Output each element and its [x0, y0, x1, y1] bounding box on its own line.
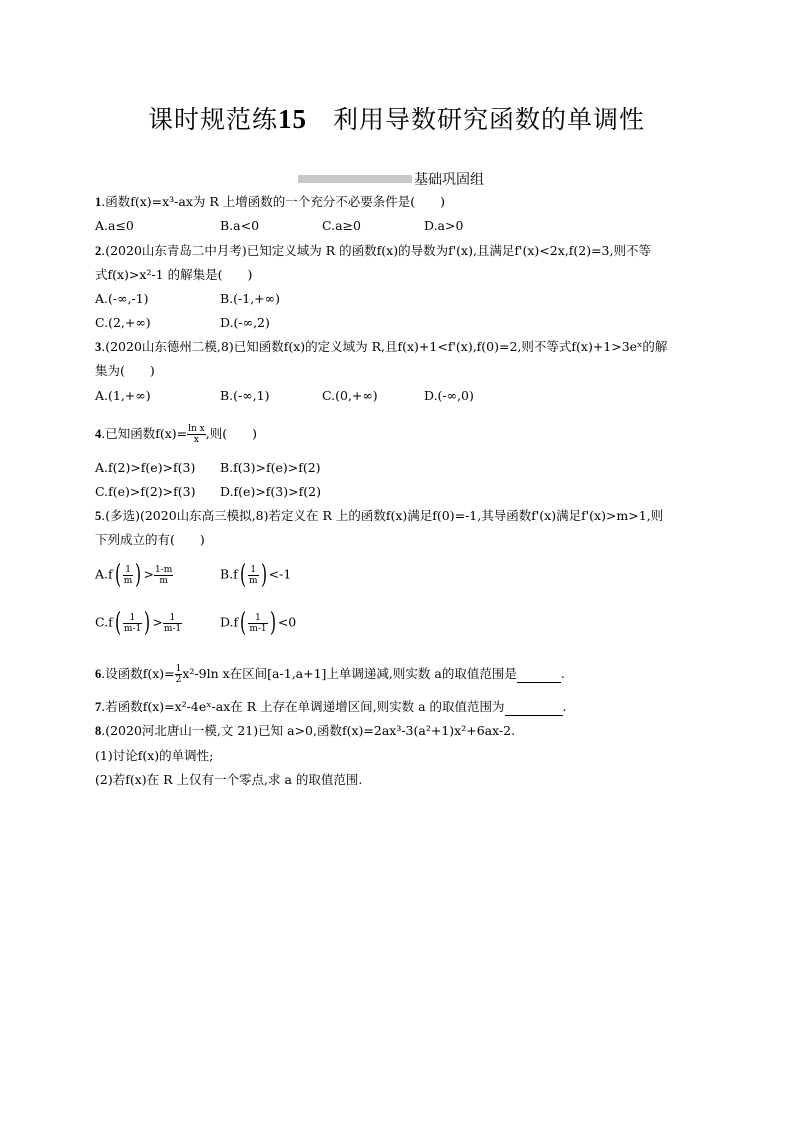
q4-option-d: D.f(e)>f(3)>f(2) [220, 484, 321, 499]
q3-option-d: D.(-∞,0) [424, 388, 474, 403]
question-text: .(多选)(2020山东高三模拟,8)若定义在 R 上的函数f(x)满足f(0)=-1,其导函数f'(x)满足f'(x)>m>1,则 [101, 508, 664, 523]
q1-option-a: A.a≤0 [95, 218, 134, 233]
question-number: 2 [95, 244, 102, 258]
question-8-part2: (2)若f(x)在 R 上仅有一个零点,求 a 的取值范围. [95, 772, 363, 787]
question-3-stem-line2: 集为( ) [95, 363, 155, 378]
q2-option-c: C.(2,+∞) [95, 315, 151, 330]
question-number: 5 [95, 509, 102, 523]
question-number: 4 [95, 427, 102, 441]
title-number: 15 [278, 104, 307, 134]
question-text: .函数f(x)=x³-ax为 R 上增函数的一个充分不必要条件是( ) [101, 194, 446, 209]
answer-blank[interactable] [505, 699, 563, 716]
question-number: 3 [95, 340, 102, 354]
q2-option-b: B.(-1,+∞) [220, 291, 280, 306]
q1-option-c: C.a≥0 [322, 218, 361, 233]
q3-option-c: C.(0,+∞) [322, 388, 378, 403]
answer-blank[interactable] [517, 666, 561, 683]
question-6-stem: 6.设函数f(x)= $\frac{1}{2}$ x²-9ln x在区间[a-1,a+1]上单调递减,则实数 a的取值范围是 . [95, 664, 565, 685]
q5-option-a: A.f( $\frac{1}{m}$ ) > $\frac{1-m}{m}$ [95, 560, 173, 590]
fraction: $\frac{1}{2}$ [175, 664, 182, 685]
question-number: 8 [95, 724, 102, 738]
question-8-part1: (1)讨论f(x)的单调性; [95, 748, 214, 763]
q3-option-b: B.(-∞,1) [220, 388, 270, 403]
q4-option-b: B.f(3)>f(e)>f(2) [220, 460, 321, 475]
question-2-stem-line1 [95, 243, 651, 259]
question-8-stem: 8.(2020河北唐山一模,文 21)已知 a>0,函数f(x)=2ax³-3(a²+1)x²+6ax-2. [95, 723, 516, 738]
question-number: 6 [95, 667, 102, 681]
q4-option-c: C.f(e)>f(2)>f(3) [95, 484, 196, 499]
question-3-stem-line1 [95, 339, 667, 355]
q5-option-c: C.f( $\frac{1}{m-1}$ ) > $\frac{1}{m-1}$ [95, 608, 182, 638]
q1-option-b: B.a<0 [220, 218, 260, 233]
fraction: $\frac{\text{ln x}}{x}$ [188, 424, 205, 445]
question-text-a: .已知函数f(x)= [101, 426, 188, 441]
question-5-stem-line1 [95, 508, 663, 524]
q4-option-a: A.f(2)>f(e)>f(3) [95, 460, 196, 475]
q2-option-a: A.(-∞,-1) [95, 291, 149, 306]
section-header [298, 171, 484, 187]
question-5-stem-line2: 下列成立的有( ) [95, 532, 205, 547]
question-7-stem: 7.若函数f(x)=x²-4eˣ-ax在 R 上存在单调递增区间,则实数 a 的取值范围为 . [95, 699, 567, 714]
q5-option-d: D.f( $\frac{1}{m-1}$ ) <0 [220, 608, 297, 638]
page-title [0, 100, 793, 136]
question-number: 7 [95, 700, 102, 714]
question-number: 1 [95, 195, 102, 209]
section-bar [298, 175, 412, 183]
section-label: 基础巩固组 [414, 172, 484, 188]
q5-option-b: B.f( $\frac{1}{m}$ ) <-1 [220, 560, 292, 590]
question-text: .(2020山东德州二模,8)已知函数f(x)的定义域为 R,且f(x)+1<f'(x),f(0)=2,则不等式f(x)+1>3eˣ的解 [101, 339, 668, 354]
question-4-stem [95, 424, 257, 445]
question-2-stem-line2: 式f(x)>x²-1 的解集是( ) [95, 267, 253, 282]
question-text-b: ,则( ) [205, 426, 257, 441]
title-prefix: 课时规范练 [147, 105, 278, 134]
question-text: .(2020山东青岛二中月考)已知定义域为 R 的函数f(x)的导数为f'(x),且满足f'(x)<2x,f(2)=3,则不等 [101, 243, 651, 258]
q1-option-d: D.a>0 [424, 218, 464, 233]
q2-option-d: D.(-∞,2) [220, 315, 270, 330]
title-text: 利用导数研究函数的单调性 [333, 105, 646, 134]
q3-option-a: A.(1,+∞) [95, 388, 151, 403]
question-1-stem [95, 194, 445, 210]
